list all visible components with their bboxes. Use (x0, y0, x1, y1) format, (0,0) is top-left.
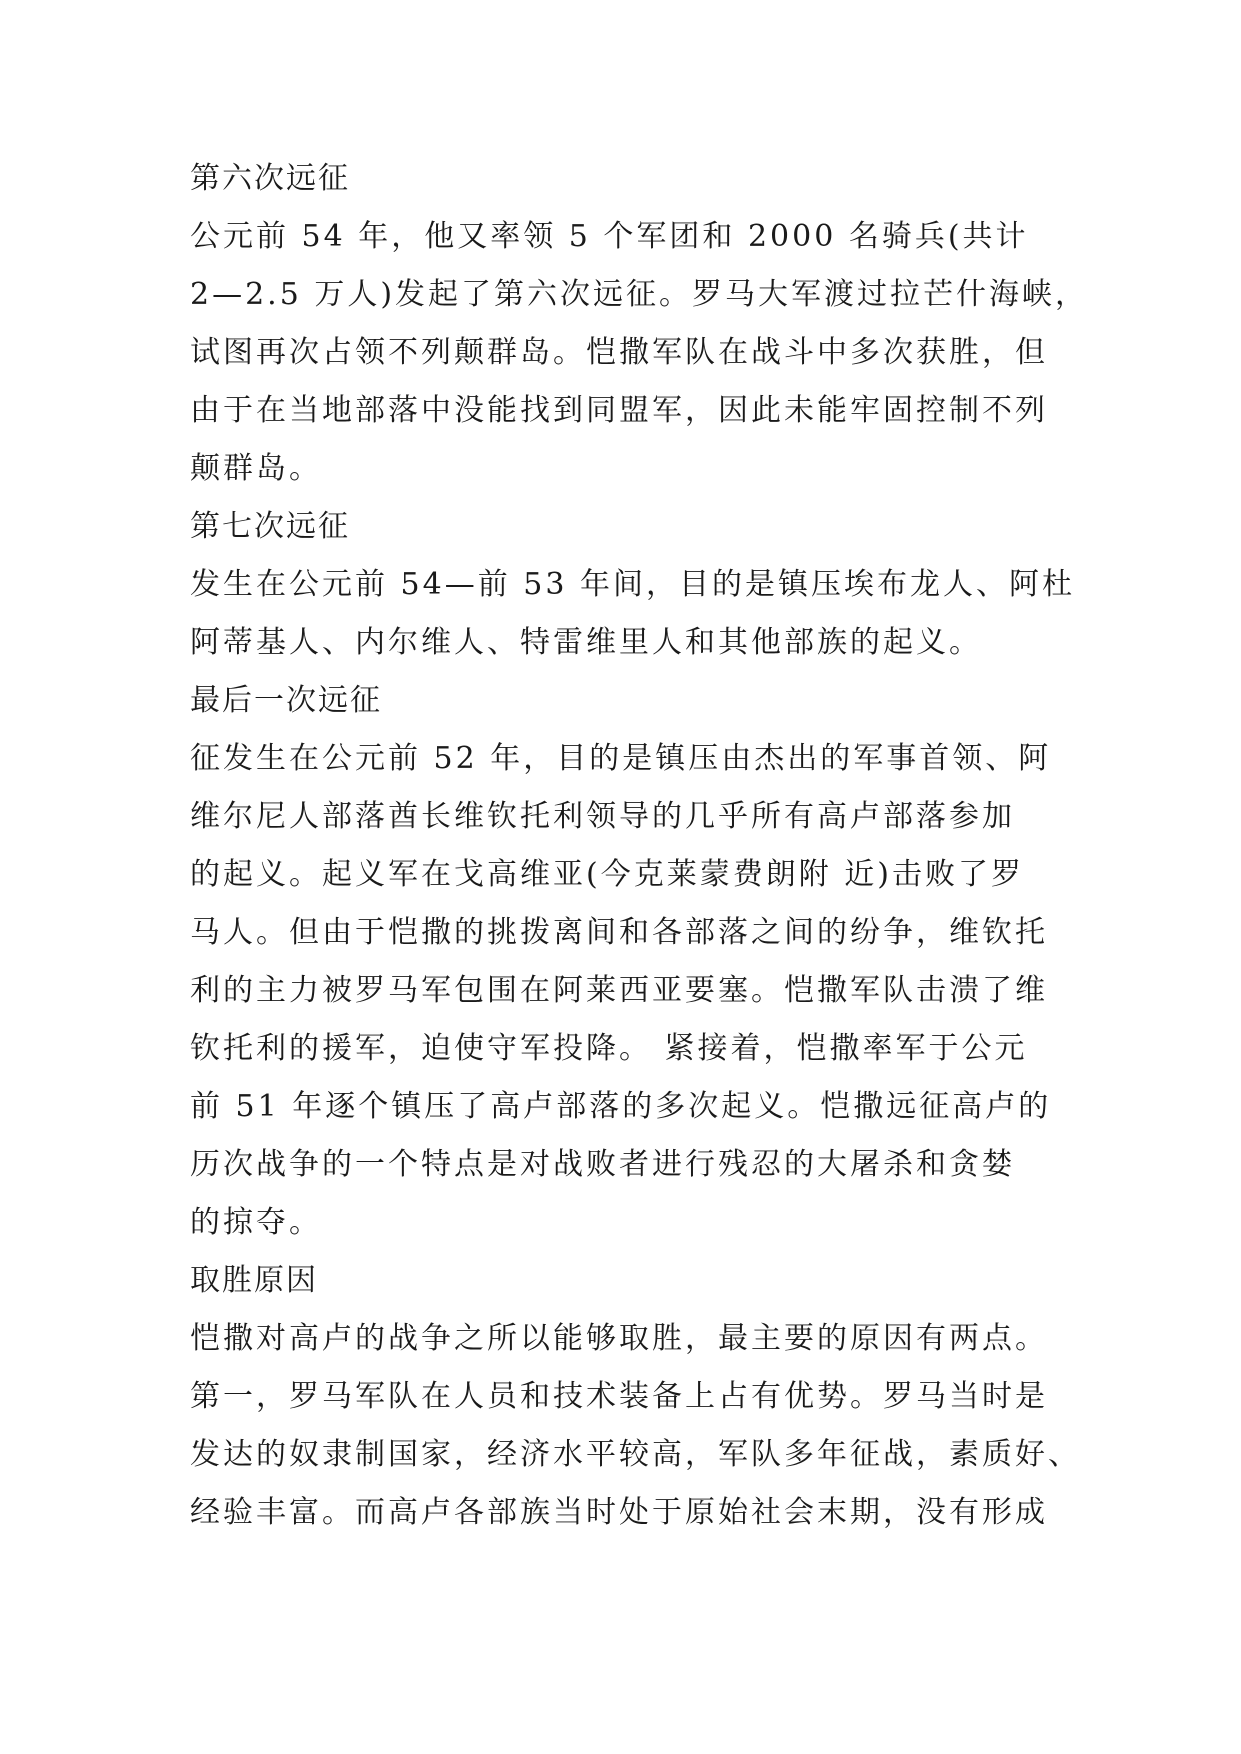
paragraph-line: 征发生在公元前 52 年，目的是镇压由杰出的军事首领、阿 (190, 741, 1052, 776)
paragraph-line: 经验丰富。而高卢各部族当时处于原始社会末期，没有形成 (190, 1495, 1048, 1530)
section-heading: 第七次远征 (190, 509, 350, 544)
paragraph-line: 历次战争的一个特点是对战败者进行残忍的大屠杀和贪婪 (190, 1147, 1015, 1182)
paragraph-line: 阿蒂基人、内尔维人、特雷维里人和其他部族的起义。 (190, 625, 982, 660)
paragraph-line: 前 51 年逐个镇压了高卢部落的多次起义。恺撒远征高卢的 (190, 1089, 1052, 1124)
paragraph-line: 马人。但由于恺撒的挑拨离间和各部落之间的纷争，维钦托 (190, 915, 1048, 950)
paragraph-line: 发生在公元前 54—前 53 年间，目的是镇压埃布龙人、阿杜 (190, 567, 1075, 602)
section-heading: 取胜原因 (190, 1263, 318, 1298)
paragraph-line: 试图再次占领不列颠群岛。恺撒军队在战斗中多次获胜，但 (190, 335, 1048, 370)
paragraph-line: 利的主力被罗马军包围在阿莱西亚要塞。恺撒军队击溃了维 (190, 973, 1048, 1008)
paragraph-line: 钦托利的援军，迫使守军投降。 紧接着，恺撒率军于公元 (190, 1031, 1028, 1066)
paragraph-line: 恺撒对高卢的战争之所以能够取胜，最主要的原因有两点。 (190, 1321, 1048, 1356)
paragraph-line: 维尔尼人部落酋长维钦托利领导的几乎所有高卢部落参加 (190, 799, 1015, 834)
paragraph-line: 的起义。起义军在戈高维亚(今克莱蒙费朗附 近)击败了罗 (190, 857, 1024, 892)
section-heading: 最后一次远征 (190, 683, 382, 718)
paragraph-line: 发达的奴隶制国家，经济水平较高，军队多年征战，素质好、 (190, 1437, 1081, 1472)
section-heading: 第六次远征 (190, 161, 350, 196)
paragraph-line: 的掠夺。 (190, 1205, 322, 1240)
paragraph-line: 由于在当地部落中没能找到同盟军，因此未能牢固控制不列 (190, 393, 1048, 428)
paragraph-line: 2—2.5 万人)发起了第六次远征。罗马大军渡过拉芒什海峡， (190, 277, 1089, 312)
paragraph-line: 公元前 54 年，他又率领 5 个军团和 2000 名骑兵(共计 (190, 219, 1029, 254)
document-body (190, 150, 1089, 1542)
paragraph-line: 第一，罗马军队在人员和技术装备上占有优势。罗马当时是 (190, 1379, 1048, 1414)
paragraph-line: 颠群岛。 (190, 451, 322, 486)
